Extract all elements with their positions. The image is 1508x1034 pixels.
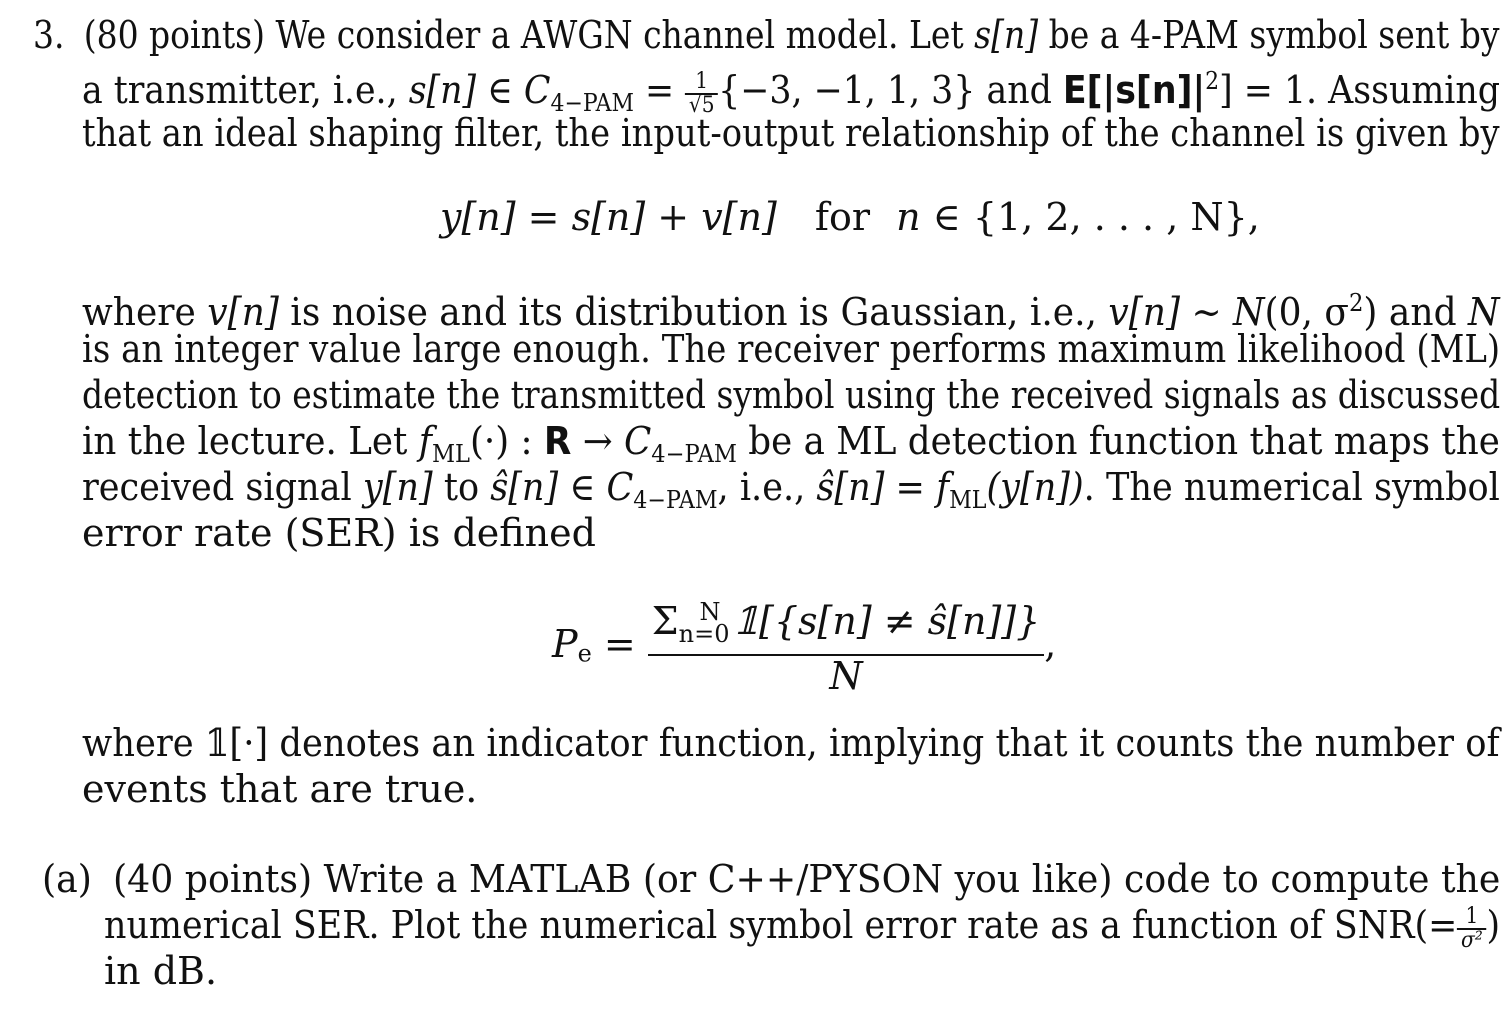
para2-line-1: where v[n] is noise and its distribution is Gaussian, i.e., v[n] ∼ N(0, $\sigma^2$) and N	[82, 289, 1500, 334]
ser-numerator: $\Sigma_{n=0}^N$ 𝟙[{s[n] ≠ ŝ[n]]}	[648, 592, 1045, 656]
part-a-line-3: in dB.	[104, 949, 218, 993]
problem-number: 3.	[33, 13, 65, 57]
para2-line-3: detection to estimate the transmitted symbol using the received signals as discussed	[82, 373, 1501, 417]
channel-equation: y[n] = s[n] + v[n] for n ∈ {1, 2, . . . , N},	[440, 195, 1260, 239]
ser-equation: $P_e$ = $\frac{\Sigma_{n=0}^N 𝟙[\{s[n] \ne ŝ[n]]\}}{N}$ ,	[552, 592, 1056, 696]
part-a-line-2: numerical SER. Plot the numerical symbol error rate as a function of SNR(= $\frac{1}{\text{σ²}}$ )	[104, 903, 1501, 953]
para2-line-2: is an integer value large enough. The receiver performs maximum likelihood (ML)	[82, 327, 1501, 371]
ser-denominator: N	[829, 654, 863, 698]
problem-line-2: a transmitter, i.e., s[n] ∈ $C_{4-PAM}$ = $\frac{1}{√5}$ {−3, −1, 1, 3} and $E[|s[n]|^2] = 1$. Assuming	[82, 67, 1501, 118]
ser-fraction	[648, 592, 1045, 696]
para3-line-2: events that are true.	[82, 767, 478, 811]
para2-line-6: error rate (SER) is defined	[82, 511, 596, 555]
para2-line-4: in the lecture. Let $f_{ML}(\cdot)$ : $R \to C_{4-PAM}$ be a ML detection function that maps the	[82, 419, 1500, 468]
part-a-points: (40 points)	[112, 857, 313, 901]
part-a-label: (a)	[42, 857, 92, 901]
para3-line-1: where 𝟙[·] denotes an indicator function, implying that it counts the number of	[82, 721, 1500, 765]
problem-line-3: that an ideal shaping filter, the input-output relationship of the channel is given by	[82, 111, 1500, 155]
snr-fraction: $\frac{1}{\text{σ²}}$	[1457, 906, 1486, 952]
problem-line-1: 3. (80 points) We consider a AWGN channel model. Let s[n] be a 4-PAM symbol sent by	[33, 13, 1500, 57]
inv-sqrt5-fraction: $\frac{1}{√5}$	[685, 71, 718, 117]
part-a-line-1: (a) (40 points) Write a MATLAB (or C++/PYSON you like) code to compute the	[42, 857, 1501, 901]
problem-points: (80 points)	[83, 13, 265, 57]
para2-line-5: received signal y[n] to ŝ[n] ∈ $C_{4-PAM}$, i.e., ŝ[n] = $f_{ML}(y[n])$. The numerical symbol	[82, 465, 1500, 514]
